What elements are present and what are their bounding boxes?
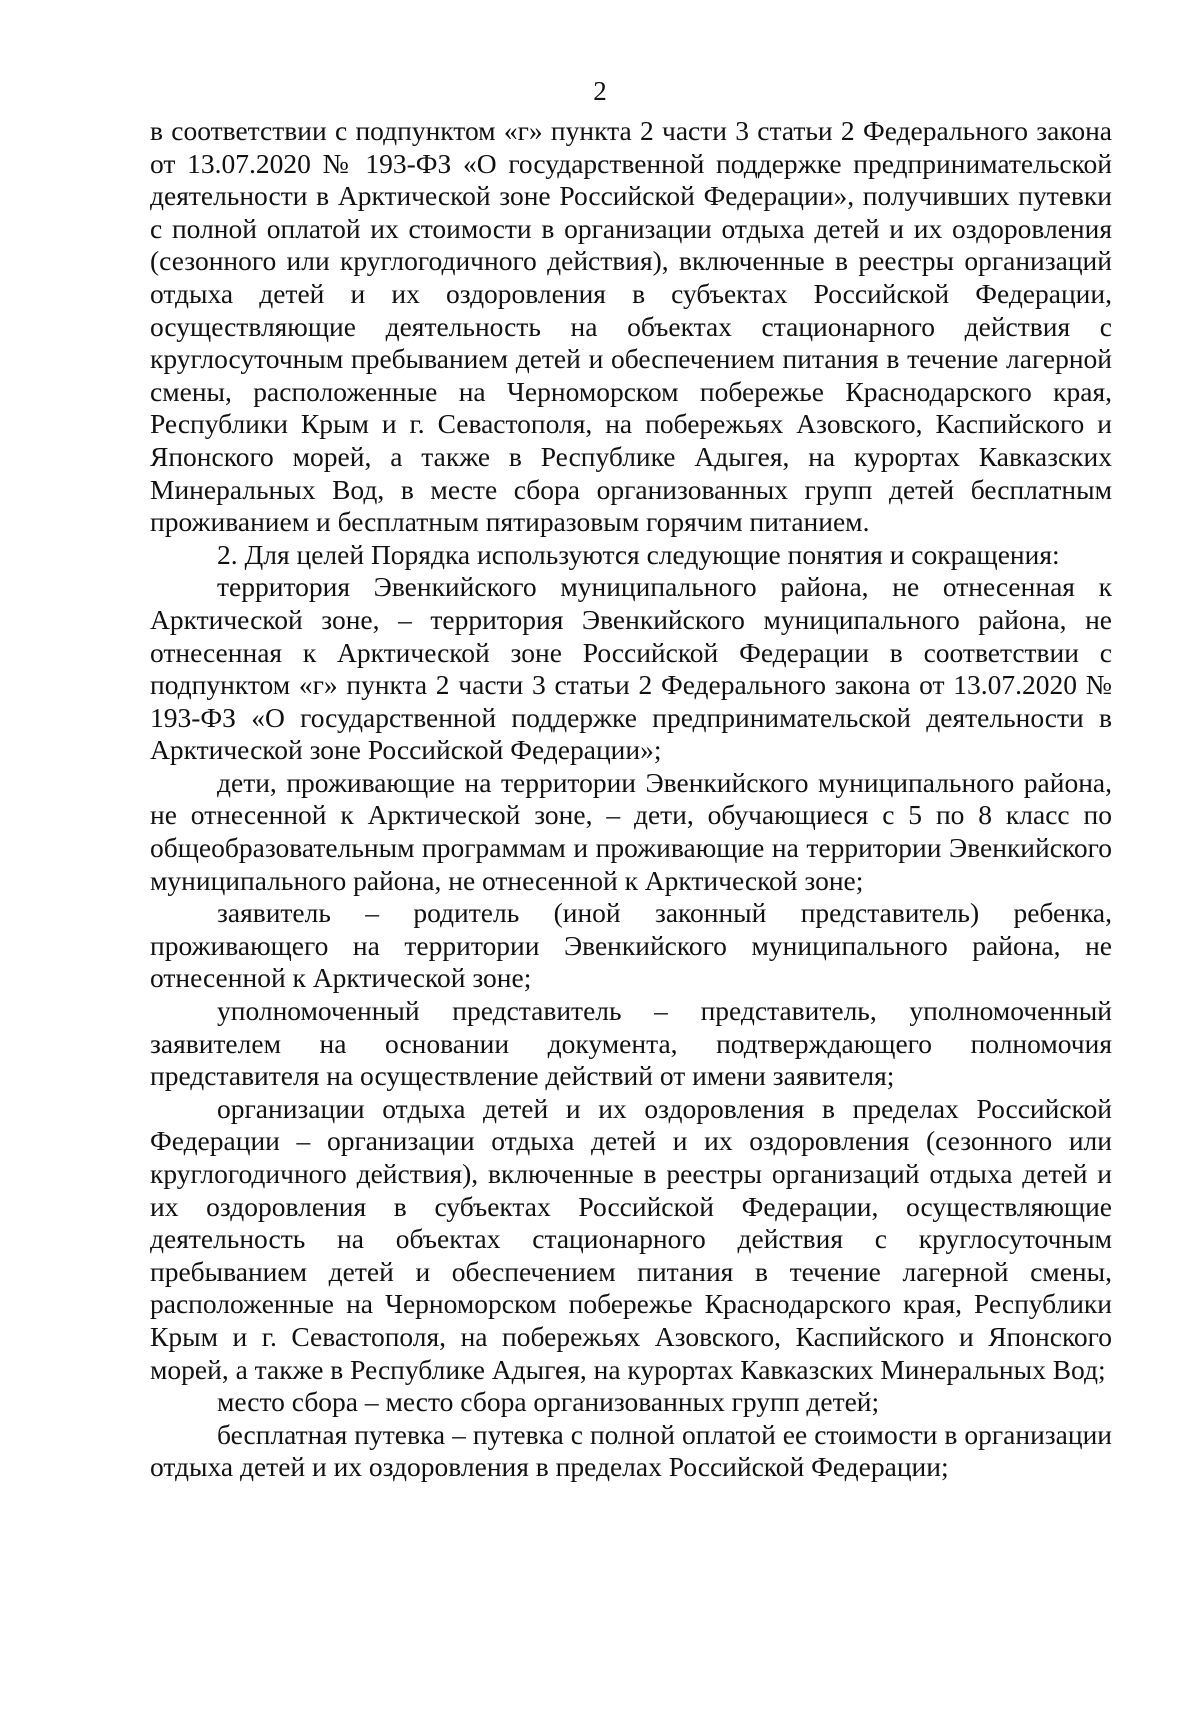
paragraph-definition-free-voucher: бесплатная путевка – путевка с полной оплатой ее стоимости в организации отдыха детей и их оздоровления в пределах Российской Федерации; bbox=[150, 1418, 1112, 1483]
paragraph-definition-territory: территория Эвенкийского муниципального района, не отнесенная к Арктической зоне, – территория Эвенкийского муниципального района, не отнесенная к Арктической зоне Российской Федерации в соответствии с подпунктом «г» пункта 2 части 3 статьи 2 Федерального закона от 13.07.2020 № 193-ФЗ «О государственной поддержке предпринимательской деятельности в Арктической зоне Российской Федерации»; bbox=[150, 571, 1112, 766]
paragraph-definition-gathering-place: место сбора – место сбора организованных групп детей; bbox=[217, 1386, 880, 1418]
paragraph-definition-organizations: организации отдыха детей и их оздоровления в пределах Российской Федерации – организации отдыха детей и их оздоровления (сезонного или круглогодичного действия), включенные в реестры организаций отдыха детей и их оздоровления в субъектах Российской Федерации, осуществляющие деятельность на объектах стационарного действия с круглосуточным пребыванием детей и обеспечением питания в течение лагерной смены, расположенные на Черноморском побережье Краснодарского края, Республики Крым и г. Севастополя, на побережьях Азовского, Каспийского и Японского морей, а также в Республике Адыгея, на курортах Кавказских Минеральных Вод; bbox=[150, 1092, 1112, 1385]
paragraph-definition-representative: уполномоченный представитель – представитель, уполномоченный заявителем на основании документа, подтверждающего полномочия представителя на осуществление действий от имени заявителя; bbox=[150, 995, 1112, 1092]
paragraph-definition-applicant: заявитель – родитель (иной законный представитель) ребенка, проживающего на территории Эвенкийского муниципального района, не отнесенной к Арктической зоне; bbox=[150, 897, 1112, 994]
paragraph-continuation: в соответствии с подпунктом «г» пункта 2 части 3 статьи 2 Федерального закона от 13.07.2020 № 193-ФЗ «О государственной поддержке предпринимательской деятельности в Арктической зоне Российской Федерации», получивших путевки с полной оплатой их стоимости в организации отдыха детей и их оздоровления (сезонного или круглогодичного действия), включенные в реестры организаций отдыха детей и их оздоровления в субъектах Российской Федерации, осуществляющие деятельность на объектах стационарного действия с круглосуточным пребыванием детей и обеспечением питания в течение лагерной смены, расположенные на Черноморском побережье Краснодарского края, Республики Крым и г. Севастополя, на побережьях Азовского, Каспийского и Японского морей, а также в Республике Адыгея, на курортах Кавказских Минеральных Вод, в месте сбора организованных групп детей бесплатным проживанием и бесплатным пятиразовым горячим питанием. bbox=[150, 115, 1112, 538]
page-number: 2 bbox=[593, 76, 607, 106]
paragraph-item-2: 2. Для целей Порядка используются следующие понятия и сокращения: bbox=[217, 538, 1060, 570]
paragraph-definition-children: дети, проживающие на территории Эвенкийского муниципального района, не отнесенной к Арктической зоне, – дети, обучающиеся с 5 по 8 класс по общеобразовательным программам и проживающие на территории Эвенкийского муниципального района, не отнесенной к Арктической зоне; bbox=[150, 766, 1112, 896]
document-body bbox=[150, 115, 1112, 1484]
